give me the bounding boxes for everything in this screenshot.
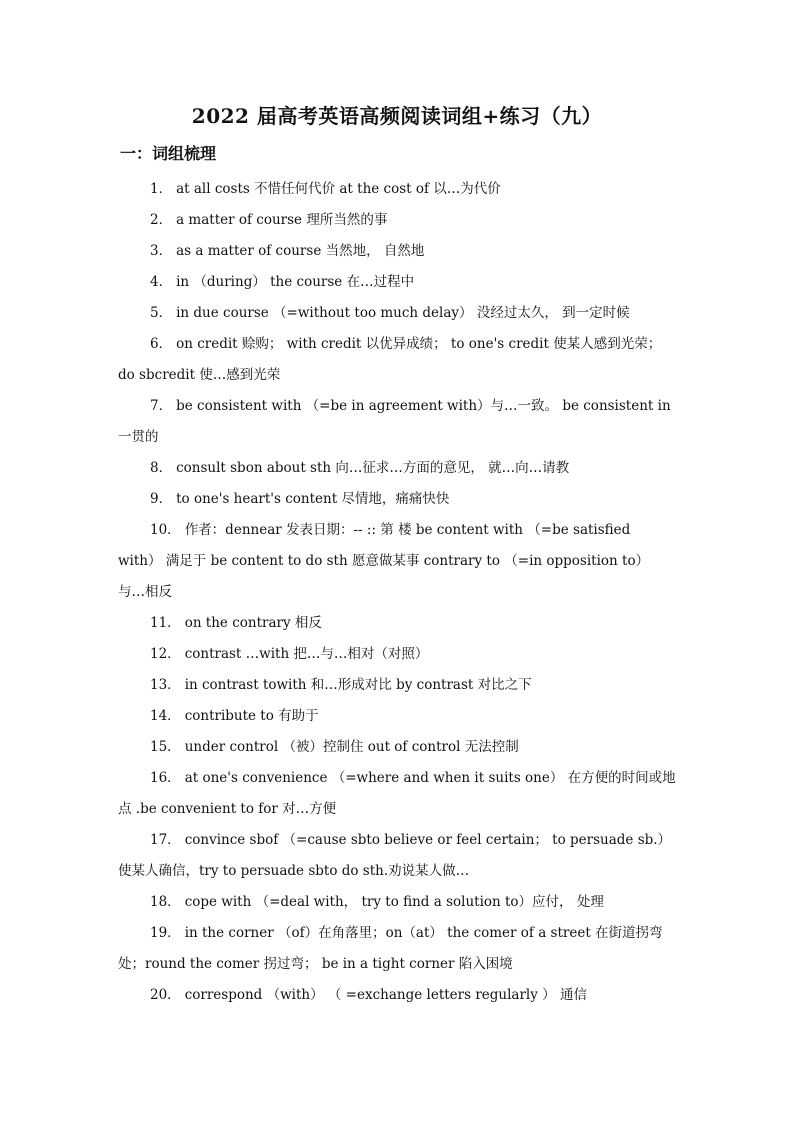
list-item: [118, 453, 676, 484]
document-title: 2022 届高考英语高频阅读词组+练习（九）: [191, 104, 603, 128]
item-text: in contrast towith 和…形成对比 by contrast 对比之下: [184, 677, 532, 693]
list-item: [118, 391, 676, 453]
list-item: [118, 825, 676, 887]
item-number: 8．: [150, 460, 173, 476]
list-item: [118, 639, 676, 670]
list-item: [118, 608, 676, 639]
item-text: to one's heart's content 尽情地，痛痛快快: [176, 491, 450, 507]
item-number: 2．: [150, 212, 173, 228]
item-text: correspond （with） （ =exchange letters regularly ） 通信: [184, 987, 587, 1003]
list-item: [118, 763, 676, 825]
item-text: contrast …with 把…与…相对（对照）: [184, 646, 429, 662]
item-text: a matter of course 理所当然的事: [176, 212, 388, 228]
item-number: 10．: [150, 522, 181, 538]
item-number: 14．: [150, 708, 181, 724]
item-text: consult sbon about sth 向…征求…方面的意见， 就…向…请教: [176, 460, 570, 476]
list-item: [118, 515, 676, 608]
item-number: 15．: [150, 739, 181, 755]
list-item: [118, 887, 676, 918]
list-item: [118, 174, 676, 205]
item-text: at one's convenience （=where and when it suits one） 在方便的时间或地点 .be convenient to for 对…方便: [118, 770, 676, 817]
item-number: 7．: [150, 398, 173, 414]
item-number: 3．: [150, 243, 173, 259]
list-item: [118, 484, 676, 515]
item-number: 1．: [150, 181, 173, 197]
item-text: on the contrary 相反: [184, 615, 322, 631]
phrase-list: [118, 174, 676, 1011]
list-item: [118, 732, 676, 763]
list-item: [118, 980, 676, 1011]
item-text: cope with （=deal with， try to find a solution to）应付， 处理: [184, 894, 604, 910]
item-number: 12．: [150, 646, 181, 662]
list-item: [118, 205, 676, 236]
item-text: in （during） the course 在…过程中: [176, 274, 415, 290]
item-number: 9．: [150, 491, 173, 507]
item-number: 13．: [150, 677, 181, 693]
item-number: 18．: [150, 894, 181, 910]
list-item: [118, 918, 676, 980]
list-item: [118, 267, 676, 298]
item-text: contribute to 有助于: [184, 708, 319, 724]
item-text: be consistent with （=be in agreement with）与…一致。 be consistent in 一贯的: [118, 398, 671, 445]
list-item: [118, 298, 676, 329]
list-item: [118, 701, 676, 732]
item-text: 作者：dennear 发表日期：-- :: 第 楼 be content with （=be satisfied with） 满足于 be content to do sth 愿意做某事 contrary to （=in opposition to）与…相反: [118, 522, 650, 600]
item-text: on credit 赊购； with credit 以优异成绩； to one's credit 使某人感到光荣；do sbcredit 使…感到光荣: [118, 336, 662, 383]
item-number: 20．: [150, 987, 181, 1003]
item-number: 17．: [150, 832, 181, 848]
list-item: [118, 670, 676, 701]
item-number: 6．: [150, 336, 173, 352]
item-text: at all costs 不惜任何代价 at the cost of 以…为代价: [176, 181, 501, 197]
item-text: in the corner （of）在角落里；on（at） the comer of a street 在街道拐弯处；round the comer 拐过弯； be in a tight corner 陷入困境: [118, 925, 663, 972]
item-number: 16．: [150, 770, 181, 786]
item-text: as a matter of course 当然地， 自然地: [176, 243, 425, 259]
section-heading: 一：词组梳理: [120, 144, 217, 163]
item-number: 4．: [150, 274, 173, 290]
list-item: [118, 236, 676, 267]
item-text: convince sbof （=cause sbto believe or feel certain； to persuade sb.）使某人确信，try to persuade sbto do sth.劝说某人做…: [118, 832, 672, 879]
list-item: [118, 329, 676, 391]
item-number: 19．: [150, 925, 181, 941]
item-text: under control （被）控制住 out of control 无法控制: [184, 739, 519, 755]
item-number: 5．: [150, 305, 173, 321]
item-number: 11．: [150, 615, 181, 631]
item-text: in due course （=without too much delay） 没经过太久， 到一定时候: [176, 305, 630, 321]
